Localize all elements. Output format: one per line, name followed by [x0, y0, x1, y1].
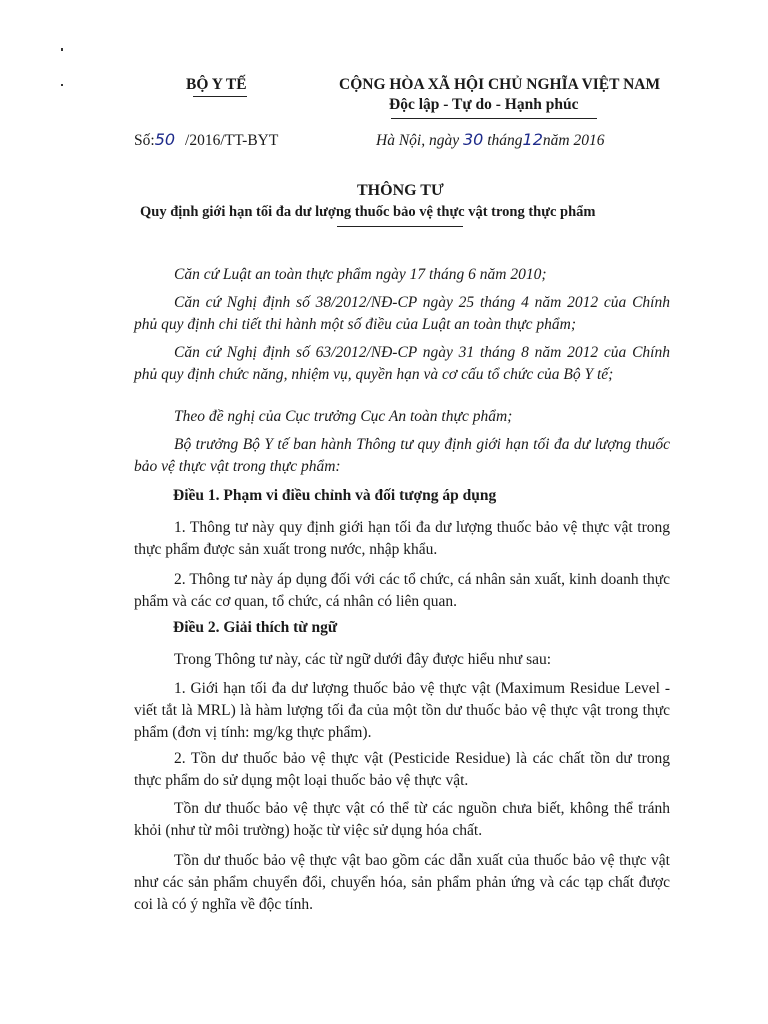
- national-motto: Độc lập - Tự do - Hạnh phúc: [389, 96, 579, 113]
- preamble-item: Bộ trưởng Bộ Y tế ban hành Thông tư quy định giới hạn tối đa dư lượng thuốc bảo vệ thực vật trong thực phẩm:: [134, 436, 670, 475]
- place-and-date: [376, 130, 604, 150]
- number-suffix: /2016/TT-BYT: [185, 132, 279, 149]
- subject-underline: [337, 226, 463, 227]
- article-1-heading: Điều 1. Phạm vi điều chỉnh và đối tượng áp dụng: [173, 487, 497, 504]
- month-label: tháng: [487, 132, 523, 149]
- place-date-prefix: Hà Nội, ngày: [376, 132, 460, 149]
- scan-speck: [61, 48, 63, 51]
- article-2-paragraph: Tồn dư thuốc bảo vệ thực vật có thể từ các nguồn chưa biết, không thể tránh khỏi (như từ môi trường) hoặc từ việc sử dụng hóa chất.: [134, 800, 670, 839]
- preamble-item: Căn cứ Nghị định số 38/2012/NĐ-CP ngày 25 tháng 4 năm 2012 của Chính phủ quy định chi tiết thi hành một số điều của Luật an toàn thực phẩm;: [134, 294, 670, 333]
- article-2-paragraph: 2. Tồn dư thuốc bảo vệ thực vật (Pesticide Residue) là các chất tồn dư trong thực phẩm do sử dụng một loại thuốc bảo vệ thực vật.: [134, 750, 670, 789]
- ministry-underline: [193, 96, 247, 97]
- number-prefix: Số:: [134, 132, 155, 149]
- handwritten-number: 50: [154, 130, 176, 149]
- preamble-item: Căn cứ Nghị định số 63/2012/NĐ-CP ngày 31 tháng 8 năm 2012 của Chính phủ quy định chức năng, nhiệm vụ, quyền hạn và cơ cấu tổ chức của Bộ Y tế;: [134, 344, 670, 383]
- article-2-heading: Điều 2. Giải thích từ ngữ: [173, 619, 338, 636]
- handwritten-day: 30: [462, 130, 484, 149]
- ministry-name: BỘ Y TẾ: [186, 76, 247, 93]
- scan-speck: [61, 84, 63, 86]
- document-type: THÔNG TƯ: [357, 182, 444, 199]
- article-2-paragraph: 1. Giới hạn tối đa dư lượng thuốc bảo vệ thực vật (Maximum Residue Level - viết tắt là MRL) là hàm lượng tối đa của một tồn dư thuốc bảo vệ thực vật trong thực phẩm (đơn vị tính: mg/kg thực phẩm).: [134, 680, 670, 741]
- preamble-item: Theo đề nghị của Cục trưởng Cục An toàn thực phẩm;: [174, 408, 513, 425]
- article-1-paragraph: 1. Thông tư này quy định giới hạn tối đa dư lượng thuốc bảo vệ thực vật trong thực phẩm được sản xuất trong nước, nhập khẩu.: [134, 519, 670, 558]
- preamble-item: Căn cứ Luật an toàn thực phẩm ngày 17 tháng 6 năm 2010;: [174, 266, 547, 283]
- motto-underline: [391, 118, 597, 119]
- country-name: CỘNG HÒA XÃ HỘI CHỦ NGHĨA VIỆT NAM: [339, 76, 661, 93]
- year-text: năm 2016: [542, 132, 605, 149]
- handwritten-month: 12: [522, 130, 543, 149]
- article-2-paragraph: Trong Thông tư này, các từ ngữ dưới đây được hiểu như sau:: [174, 651, 552, 668]
- document-subject: Quy định giới hạn tối đa dư lượng thuốc bảo vệ thực vật trong thực phẩm: [140, 204, 596, 220]
- article-1-paragraph: 2. Thông tư này áp dụng đối với các tổ chức, cá nhân sản xuất, kinh doanh thực phẩm và các cơ quan, tổ chức, cá nhân có liên quan.: [134, 571, 670, 610]
- document-number: [134, 130, 278, 150]
- article-2-paragraph: Tồn dư thuốc bảo vệ thực vật bao gồm các dẫn xuất của thuốc bảo vệ thực vật như các sản phẩm chuyển đổi, chuyển hóa, sản phẩm phản ứng và các tạp chất được coi là có ý nghĩa về độc tính.: [134, 852, 670, 913]
